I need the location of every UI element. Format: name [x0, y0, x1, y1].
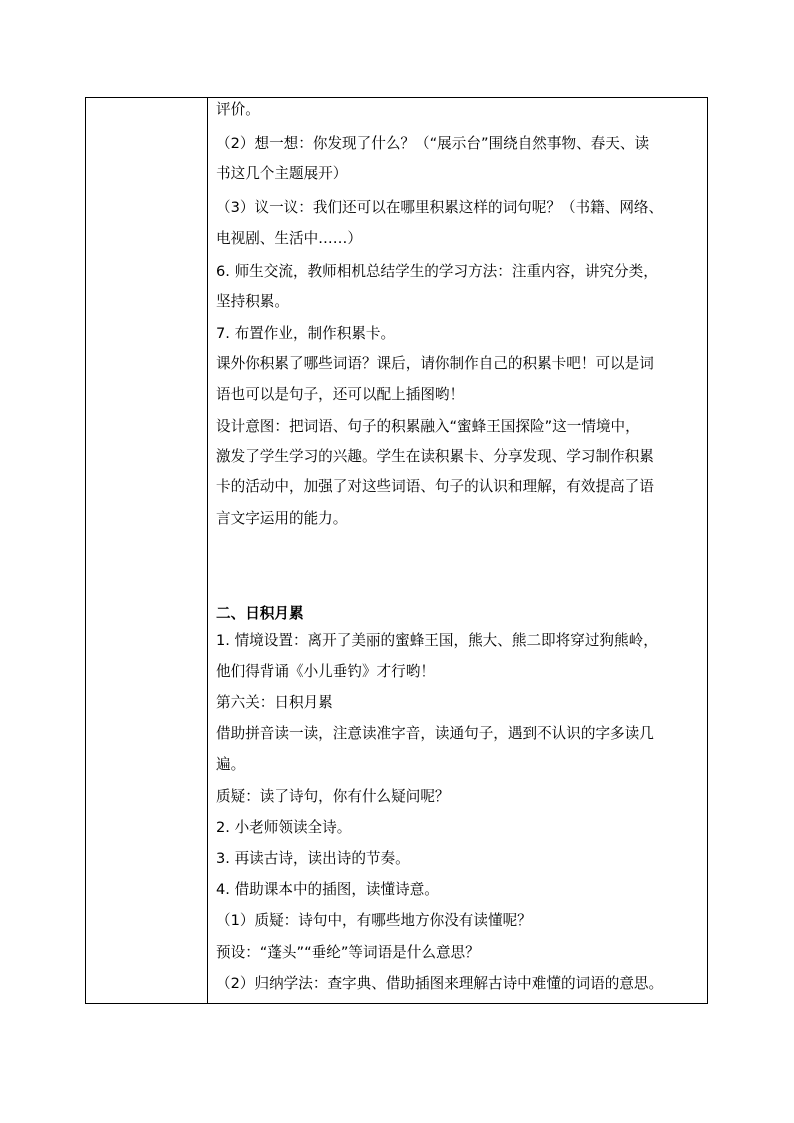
text-line: 卡的活动中，加强了对这些词语、句子的认识和理解，有效提高了语: [216, 478, 654, 495]
text-line: 3. 再读古诗，读出诗的节奏。: [216, 850, 410, 867]
text-line: 借助拼音读一读，注意读准字音，读通句子，遇到不认识的字多读几: [216, 725, 654, 742]
text-line: 语也可以是句子，还可以配上插图哟！: [216, 386, 465, 403]
text-line: 6. 师生交流，教师相机总结学生的学习方法：注重内容，讲究分类，: [216, 263, 658, 280]
text-line: 坚持积累。: [216, 293, 289, 310]
text-line: 预设：“蓬头”“垂纶”等词语是什么意思？: [216, 944, 480, 961]
text-line: 书这几个主题展开）: [216, 165, 348, 182]
text-line: 课外你积累了哪些词语？课后，请你制作自己的积累卡吧！可以是词: [216, 355, 654, 372]
table-right-column: [208, 98, 707, 1003]
text-line: （1）质疑：诗句中，有哪些地方你没有读懂呢？: [216, 912, 532, 929]
text-line: 1. 情境设置：离开了美丽的蜜蜂王国，熊大、熊二即将穿过狗熊岭，: [216, 632, 658, 649]
text-line: 7. 布置作业，制作积累卡。: [216, 325, 396, 342]
table-left-column: [86, 98, 208, 1003]
section-heading: 二、日积月累: [216, 605, 304, 622]
text-line: （2）归纳学法：查字典、借助插图来理解古诗中难懂的词语的意思。: [216, 975, 664, 992]
lesson-plan-table: [85, 97, 708, 1004]
text-line: 4. 借助课本中的插图，读懂诗意。: [216, 881, 439, 898]
text-line: 2. 小老师领读全诗。: [216, 819, 352, 836]
text-line: 激发了学生学习的兴趣。学生在读积累卡、分享发现、学习制作积累: [216, 448, 654, 465]
text-line: 设计意图：把词语、句子的积累融入“蜜蜂王国探险”这一情境中，: [216, 418, 640, 435]
text-line: 遍。: [216, 756, 246, 773]
text-line: （2）想一想：你发现了什么？（“展示台”围绕自然事物、春天、读: [216, 135, 650, 152]
text-line: 言文字运用的能力。: [216, 510, 348, 527]
text-line: 评价。: [216, 101, 260, 118]
text-line: （3）议一议：我们还可以在哪里积累这样的词句呢？（书籍、网络、: [216, 199, 664, 216]
text-line: 第六关：日积月累: [216, 694, 333, 711]
text-line: 他们得背诵《小儿垂钓》才行哟！: [216, 663, 435, 680]
text-line: 电视剧、生活中……）: [216, 230, 362, 247]
text-line: 质疑：读了诗句，你有什么疑问呢？: [216, 788, 450, 805]
